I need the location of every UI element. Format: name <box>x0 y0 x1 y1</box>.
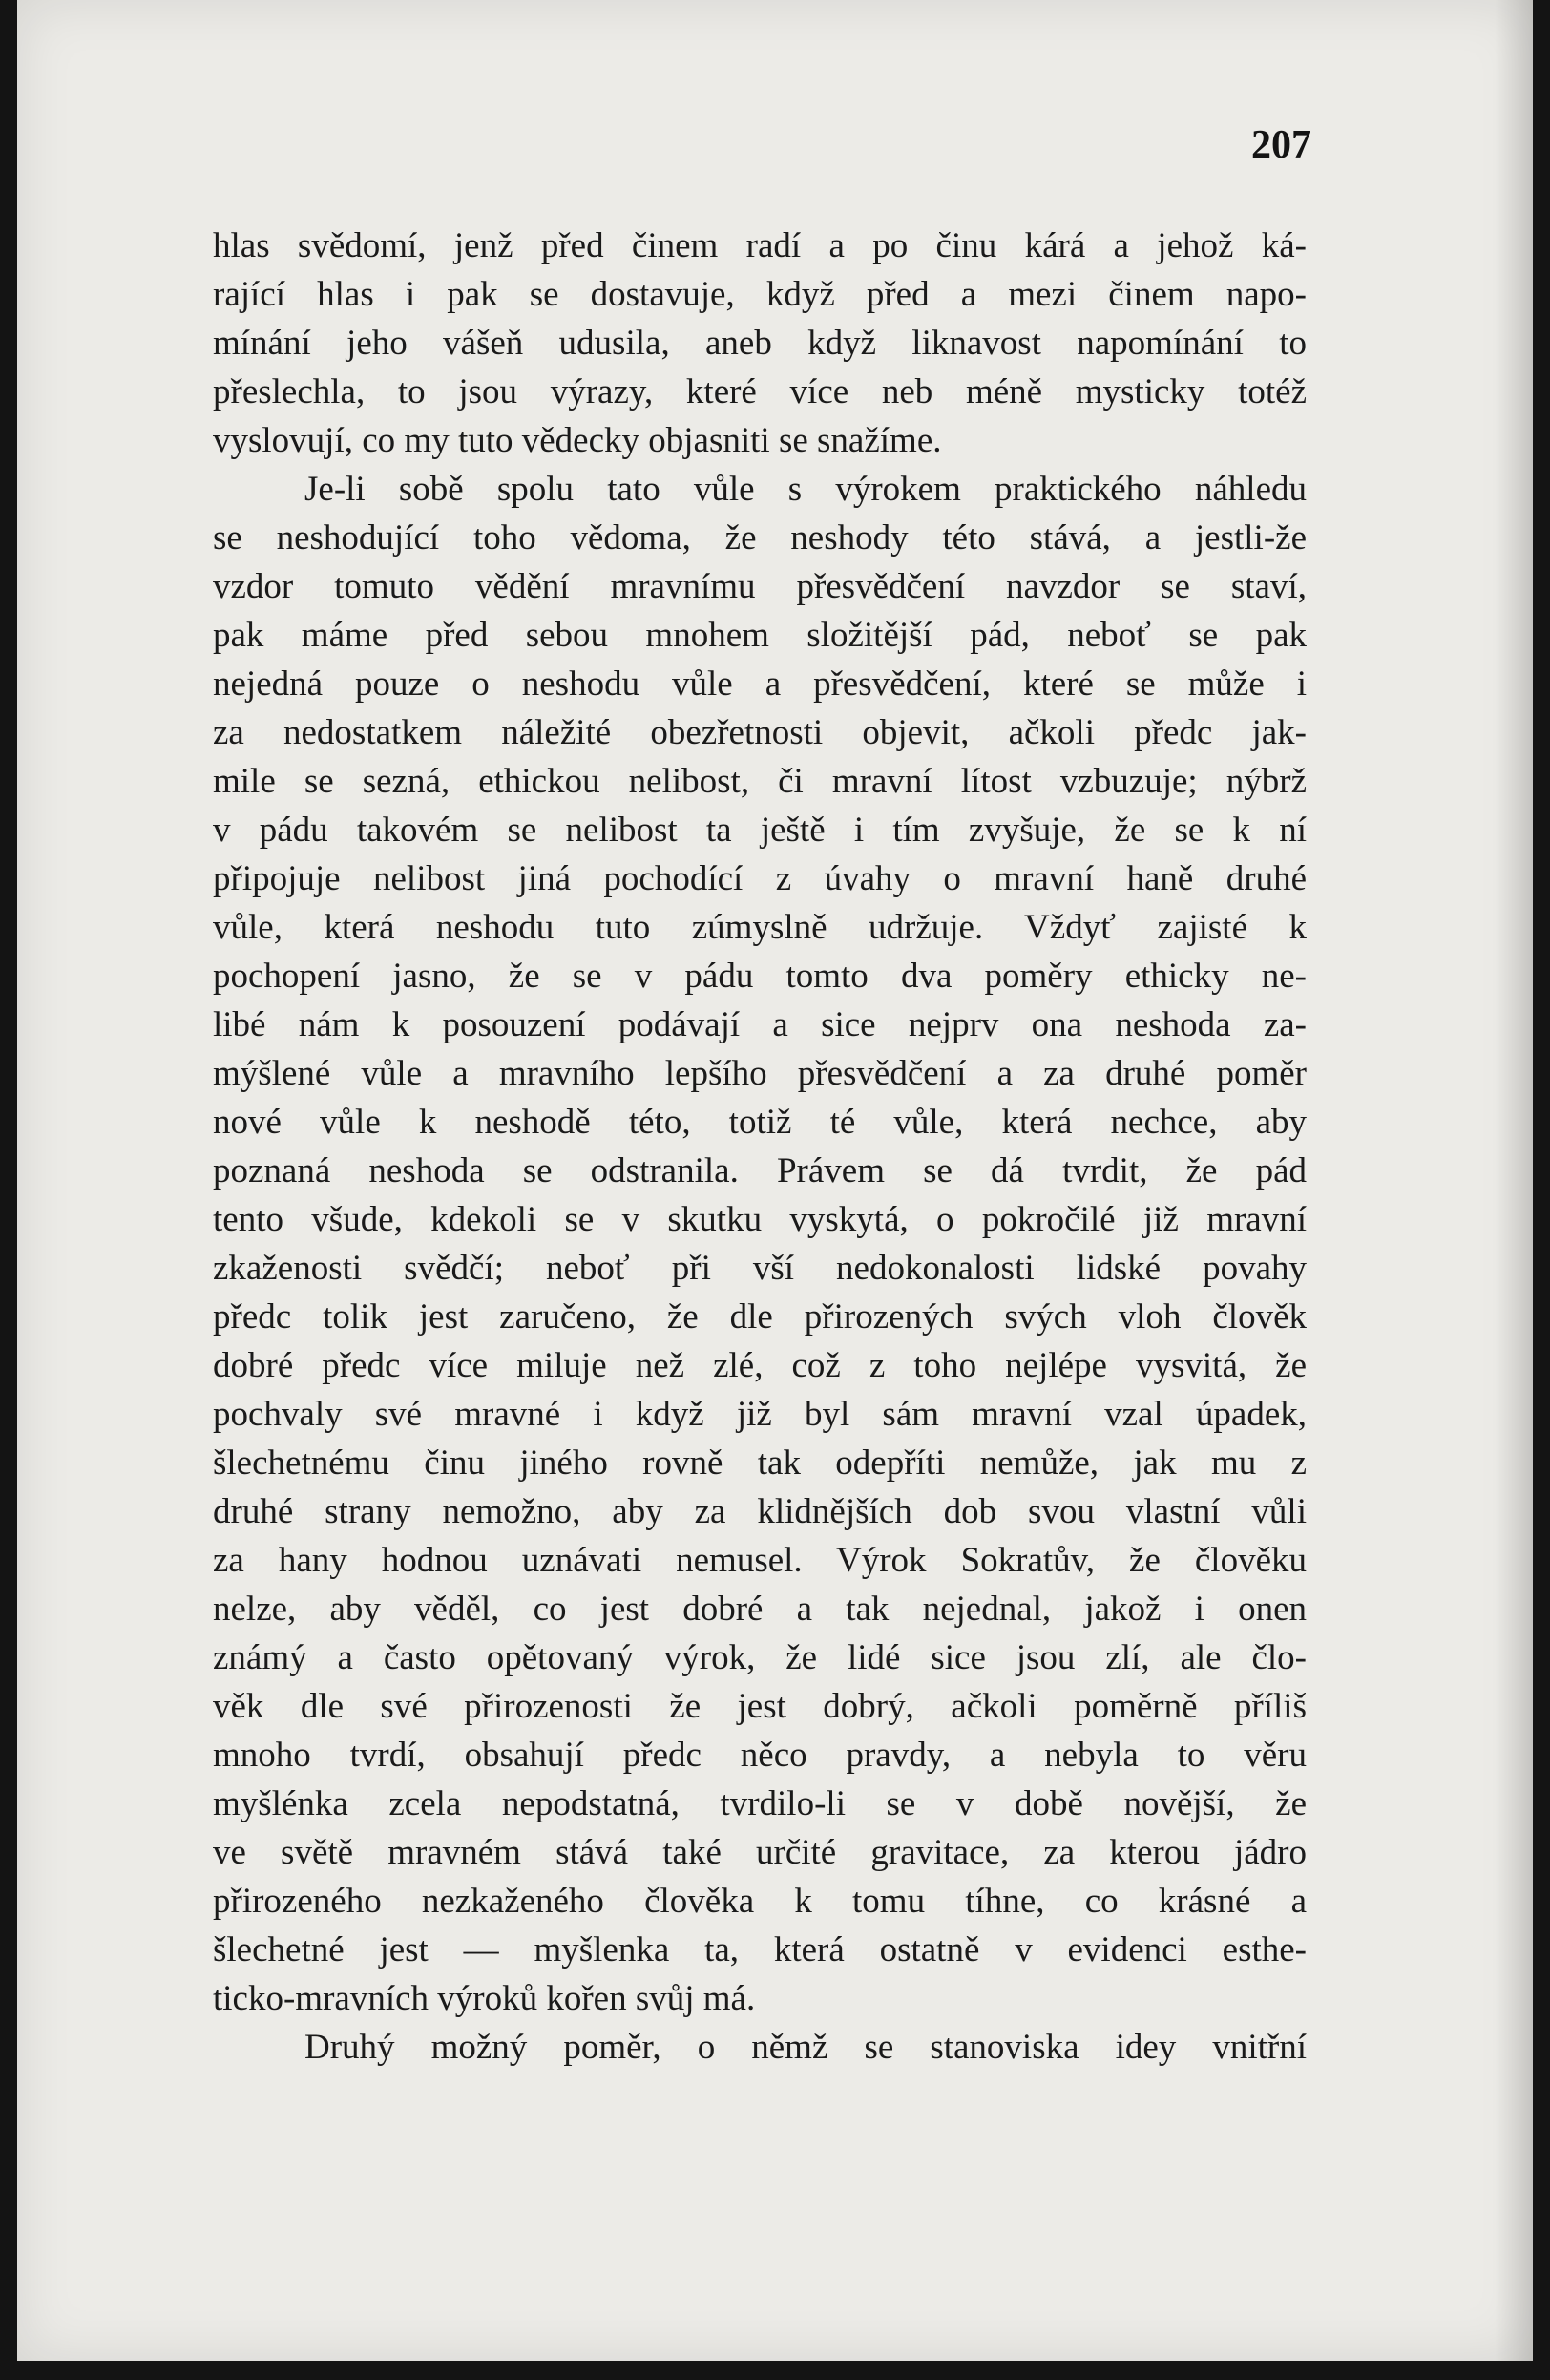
text-line: za hany hodnou uznávati nemusel. Výrok Sokratův, že člověku <box>213 1541 1307 1580</box>
text-line: myšlénka zcela nepodstatná, tvrdilo-li se v době novější, že <box>213 1784 1307 1823</box>
text-line: hlas svědomí, jenž před činem radí a po činu kárá a jehož ká- <box>213 226 1307 265</box>
text-line: pak máme před sebou mnohem složitější pád, neboť se pak <box>213 616 1307 655</box>
text-line: známý a často opětovaný výrok, že lidé sice jsou zlí, ale člo- <box>213 1638 1307 1677</box>
text-line: přirozeného nezkaženého člověka k tomu tíhne, co krásné a <box>213 1882 1307 1921</box>
text-line: nejedná pouze o neshodu vůle a přesvědčení, které se může i <box>213 664 1307 704</box>
body-text <box>213 221 1307 2072</box>
text-line: poznaná neshoda se odstranila. Právem se dá tvrdit, že pád <box>213 1151 1307 1190</box>
text-line: druhé strany nemožno, aby za klidnějších dob svou vlastní vůli <box>213 1492 1307 1531</box>
text-line: se neshodující toho vědoma, že neshody této stává, a jestli-že <box>213 518 1307 558</box>
text-line: nové vůle k neshodě této, totiž té vůle, která nechce, aby <box>213 1103 1307 1142</box>
text-line: vyslovují, co my tuto vědecky objasniti se snažíme. <box>213 421 942 460</box>
text-line: vzdor tomuto vědění mravnímu přesvědčení navzdor se staví, <box>213 567 1307 606</box>
text-line: v pádu takovém se nelibost ta ještě i tím zvyšuje, že se k ní <box>213 811 1307 850</box>
text-line: pochvaly své mravné i když již byl sám mravní vzal úpadek, <box>213 1395 1307 1434</box>
text-line: připojuje nelibost jiná pochodící z úvahy o mravní haně druhé <box>213 859 1307 898</box>
paragraph-start-line: Druhý možný poměr, o němž se stanoviska idey vnitřní <box>304 2028 1307 2067</box>
text-line: mýšlené vůle a mravního lepšího přesvědčení a za druhé poměr <box>213 1054 1307 1093</box>
text-line: tento všude, kdekoli se v skutku vyskytá, o pokročilé již mravní <box>213 1200 1307 1239</box>
text-line: mile se sezná, ethickou nelibost, či mravní lítost vzbuzuje; nýbrž <box>213 762 1307 801</box>
text-line: zkaženosti svědčí; neboť při vší nedokonalosti lidské povahy <box>213 1249 1307 1288</box>
text-line: vůle, která neshodu tuto zúmyslně udržuje. Vždyť zajisté k <box>213 908 1307 947</box>
text-line: předc tolik jest zaručeno, že dle přirozených svých vloh člověk <box>213 1297 1307 1337</box>
text-line: šlechetné jest — myšlenka ta, která ostatně v evidenci esthe- <box>213 1930 1307 1969</box>
text-line: libé nám k posouzení podávají a sice nejprv ona neshoda za- <box>213 1005 1307 1044</box>
text-line: dobré předc více miluje než zlé, což z toho nejlépe vysvitá, že <box>213 1346 1307 1385</box>
text-line: mínání jeho vášeň udusila, aneb když liknavost napomínání to <box>213 324 1307 363</box>
text-line: přeslechla, to jsou výrazy, které více neb méně mysticky totéž <box>213 372 1307 411</box>
text-line: pochopení jasno, že se v pádu tomto dva poměry ethicky ne- <box>213 957 1307 996</box>
text-line: ve světě mravném stává také určité gravitace, za kterou jádro <box>213 1833 1307 1872</box>
text-line: rající hlas i pak se dostavuje, když před a mezi činem napo- <box>213 275 1307 314</box>
paragraph-start-line: Je-li sobě spolu tato vůle s výrokem praktického náhledu <box>304 470 1307 509</box>
page-number: 207 <box>1251 123 1311 167</box>
book-page <box>17 0 1533 2361</box>
text-line: šlechetnému činu jiného rovně tak odepříti nemůže, jak mu z <box>213 1443 1307 1483</box>
text-line: ticko-mravních výroků kořen svůj má. <box>213 1979 756 2018</box>
text-line: za nedostatkem náležité obezřetnosti objevit, ačkoli předc jak- <box>213 713 1307 752</box>
text-line: věk dle své přirozenosti že jest dobrý, ačkoli poměrně příliš <box>213 1687 1307 1726</box>
text-line: nelze, aby věděl, co jest dobré a tak nejednal, jakož i onen <box>213 1590 1307 1629</box>
text-line: mnoho tvrdí, obsahují předc něco pravdy, a nebyla to věru <box>213 1736 1307 1775</box>
